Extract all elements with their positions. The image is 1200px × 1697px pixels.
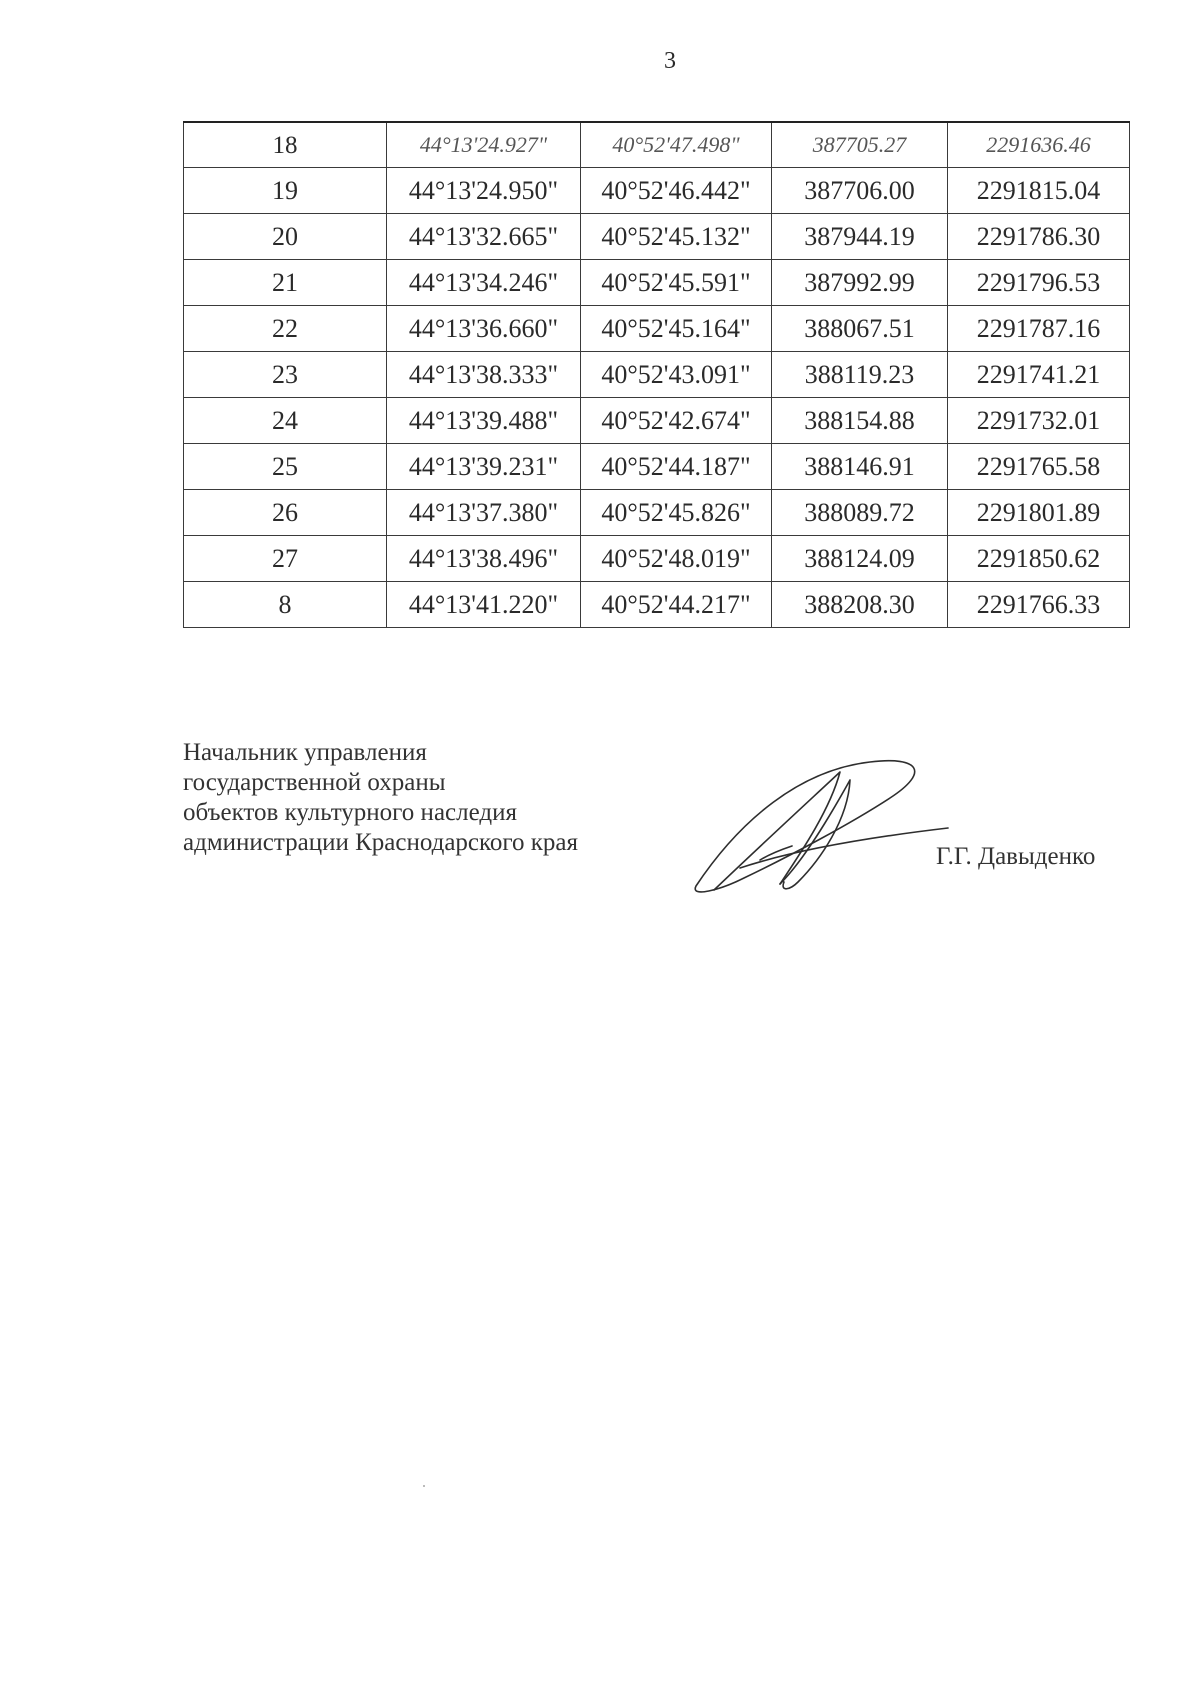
- table-row: [184, 168, 1130, 214]
- y-coordinate-cell: 2291766.33: [948, 582, 1130, 628]
- latitude-cell: 44°13'36.660": [387, 306, 581, 352]
- scan-speck: [423, 1485, 425, 1487]
- longitude-cell: 40°52'46.442": [581, 168, 772, 214]
- point-number-cell: 22: [184, 306, 387, 352]
- latitude-cell: 44°13'37.380": [387, 490, 581, 536]
- signatory-name: Г.Г. Давыденко: [936, 843, 1096, 870]
- x-coordinate-cell: 388067.51: [772, 306, 948, 352]
- x-coordinate-cell: 387944.19: [772, 214, 948, 260]
- x-coordinate-cell: 387992.99: [772, 260, 948, 306]
- table-row: [184, 490, 1130, 536]
- x-coordinate-cell: 387706.00: [772, 168, 948, 214]
- latitude-cell: 44°13'24.927": [387, 122, 581, 168]
- latitude-cell: 44°13'39.488": [387, 398, 581, 444]
- latitude-cell: 44°13'34.246": [387, 260, 581, 306]
- y-coordinate-cell: 2291850.62: [948, 536, 1130, 582]
- signatory-title-line: Начальник управления: [183, 739, 427, 766]
- latitude-cell: 44°13'38.496": [387, 536, 581, 582]
- signatory-title: [183, 738, 578, 858]
- y-coordinate-cell: 2291732.01: [948, 398, 1130, 444]
- coordinates-table-body: [184, 122, 1130, 628]
- y-coordinate-cell: 2291815.04: [948, 168, 1130, 214]
- page-number: 3: [664, 48, 676, 74]
- x-coordinate-cell: 388119.23: [772, 352, 948, 398]
- signatory-title-line: объектов культурного наследия: [183, 799, 517, 826]
- latitude-cell: 44°13'32.665": [387, 214, 581, 260]
- longitude-cell: 40°52'45.132": [581, 214, 772, 260]
- point-number-cell: 25: [184, 444, 387, 490]
- latitude-cell: 44°13'39.231": [387, 444, 581, 490]
- x-coordinate-cell: 388124.09: [772, 536, 948, 582]
- y-coordinate-cell: 2291765.58: [948, 444, 1130, 490]
- x-coordinate-cell: 388146.91: [772, 444, 948, 490]
- latitude-cell: 44°13'24.950": [387, 168, 581, 214]
- longitude-cell: 40°52'48.019": [581, 536, 772, 582]
- point-number-cell: 26: [184, 490, 387, 536]
- latitude-cell: 44°13'38.333": [387, 352, 581, 398]
- table-row: [184, 260, 1130, 306]
- x-coordinate-cell: 388208.30: [772, 582, 948, 628]
- coordinates-table: [183, 121, 1130, 628]
- y-coordinate-cell: 2291796.53: [948, 260, 1130, 306]
- table-row: [184, 398, 1130, 444]
- point-number-cell: 18: [184, 122, 387, 168]
- longitude-cell: 40°52'43.091": [581, 352, 772, 398]
- table-row: [184, 352, 1130, 398]
- y-coordinate-cell: 2291636.46: [948, 122, 1130, 168]
- table-row: [184, 214, 1130, 260]
- signatory-title-line: государственной охраны: [183, 769, 446, 796]
- table-row: [184, 306, 1130, 352]
- x-coordinate-cell: 387705.27: [772, 122, 948, 168]
- longitude-cell: 40°52'45.826": [581, 490, 772, 536]
- longitude-cell: 40°52'44.187": [581, 444, 772, 490]
- table-row: [184, 582, 1130, 628]
- y-coordinate-cell: 2291741.21: [948, 352, 1130, 398]
- y-coordinate-cell: 2291801.89: [948, 490, 1130, 536]
- y-coordinate-cell: 2291786.30: [948, 214, 1130, 260]
- longitude-cell: 40°52'44.217": [581, 582, 772, 628]
- longitude-cell: 40°52'42.674": [581, 398, 772, 444]
- point-number-cell: 24: [184, 398, 387, 444]
- table-row: [184, 444, 1130, 490]
- point-number-cell: 8: [184, 582, 387, 628]
- signatory-title-line: администрации Краснодарского края: [183, 829, 579, 856]
- point-number-cell: 27: [184, 536, 387, 582]
- table-row: [184, 536, 1130, 582]
- point-number-cell: 19: [184, 168, 387, 214]
- handwritten-signature: [680, 750, 950, 910]
- x-coordinate-cell: 388154.88: [772, 398, 948, 444]
- x-coordinate-cell: 388089.72: [772, 490, 948, 536]
- longitude-cell: 40°52'45.164": [581, 306, 772, 352]
- latitude-cell: 44°13'41.220": [387, 582, 581, 628]
- longitude-cell: 40°52'47.498": [581, 122, 772, 168]
- point-number-cell: 20: [184, 214, 387, 260]
- point-number-cell: 21: [184, 260, 387, 306]
- point-number-cell: 23: [184, 352, 387, 398]
- y-coordinate-cell: 2291787.16: [948, 306, 1130, 352]
- longitude-cell: 40°52'45.591": [581, 260, 772, 306]
- table-row: [184, 122, 1130, 168]
